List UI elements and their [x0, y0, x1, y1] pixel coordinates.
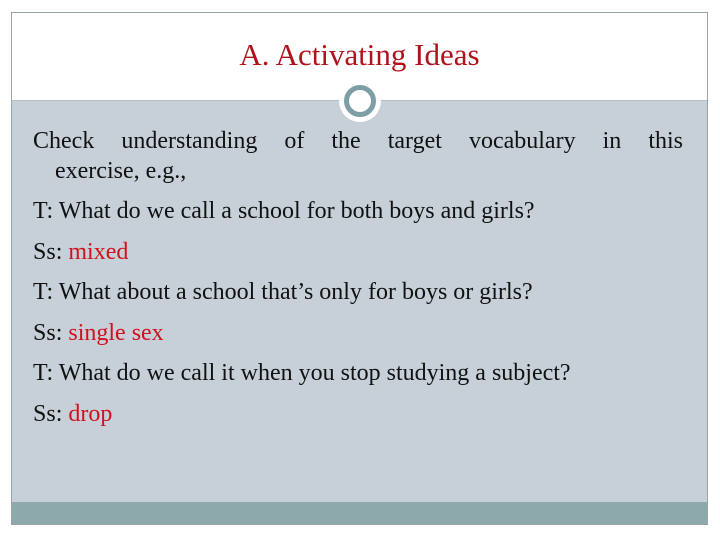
intro-line-continued: exercise, e.g., [55, 158, 187, 184]
ornament-ring [344, 85, 376, 117]
teacher-question: T: What do we call a school for both boys and girls? [33, 198, 535, 224]
answer-text: single sex [68, 319, 164, 346]
teacher-question: T: What do we call it when you stop studying a subject? [33, 360, 571, 386]
speaker-label: Ss: [33, 238, 63, 265]
student-answer-line [33, 313, 683, 354]
teacher-question: T: What about a school that’s only for boys or girls? [33, 279, 533, 305]
speaker-label: Ss: [33, 400, 63, 427]
slide-body [33, 126, 683, 434]
speaker-label: Ss: [33, 319, 63, 346]
answer-text: drop [68, 400, 113, 427]
intro-line: Check understanding of the target vocabulary in this [33, 128, 683, 154]
slide-title: A. Activating Ideas [239, 37, 480, 72]
answer-text: mixed [68, 238, 129, 265]
circle-ornament-icon [339, 80, 381, 122]
student-answer-line [33, 394, 683, 435]
slide [11, 12, 708, 525]
footer-accent-bar [12, 502, 707, 524]
student-answer-line [33, 232, 683, 273]
